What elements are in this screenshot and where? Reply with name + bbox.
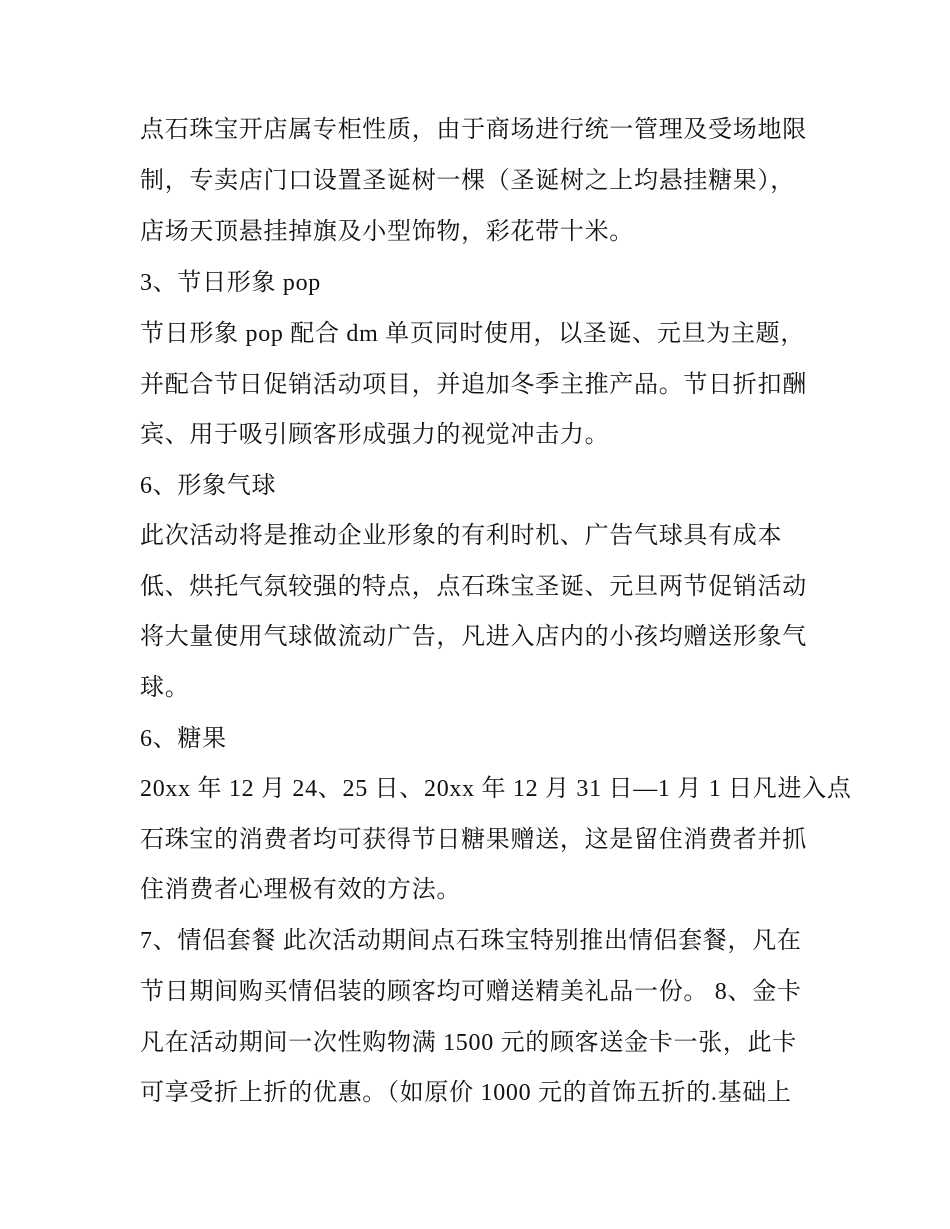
paragraph-line: 20xx 年 12 月 24、25 日、20xx 年 12 月 31 日—1 月 1 日凡进入点: [140, 776, 852, 802]
section-heading: 3、节日形象 pop: [140, 270, 321, 296]
paragraph-line: 点石珠宝开店属专柜性质，由于商场进行统一管理及受场地限: [140, 117, 807, 143]
paragraph-line: 宾、用于吸引顾客形成强力的视觉冲击力。: [140, 422, 610, 448]
paragraph-line: 可享受折上折的优惠。（如原价 1000 元的首饰五折的.基础上: [140, 1080, 792, 1106]
section-heading: 6、形象气球: [140, 473, 277, 499]
paragraph-line: 并配合节日促销活动项目，并追加冬季主推产品。节日折扣酬: [140, 372, 807, 398]
paragraph-line: 凡在活动期间一次性购物满 1500 元的顾客送金卡一张，此卡: [140, 1030, 797, 1056]
paragraph-line: 住消费者心理极有效的方法。: [140, 877, 462, 903]
paragraph-line: 将大量使用气球做流动广告，凡进入店内的小孩均赠送形象气: [140, 624, 807, 650]
paragraph-line: 店场天顶悬挂掉旗及小型饰物，彩花带十米。: [140, 219, 634, 245]
paragraph-line: 节日期间购买情侣装的顾客均可赠送精美礼品一份。 8、金卡: [140, 979, 802, 1005]
paragraph-line: 制，专卖店门口设置圣诞树一棵（圣诞树之上均悬挂糖果），: [140, 168, 795, 194]
section-heading: 6、糖果: [140, 726, 227, 752]
paragraph-line: 此次活动将是推动企业形象的有利时机、广告气球具有成本: [140, 523, 783, 549]
paragraph-line: 低、烘托气氛较强的特点，点石珠宝圣诞、元旦两节促销活动: [140, 574, 807, 600]
paragraph-line: 球。: [140, 675, 190, 701]
paragraph-line: 节日形象 pop 配合 dm 单页同时使用，以圣诞、元旦为主题，: [140, 321, 806, 347]
paragraph-line: 石珠宝的消费者均可获得节日糖果赠送，这是留住消费者并抓: [140, 827, 807, 853]
paragraph-line: 7、情侣套餐 此次活动期间点石珠宝特别推出情侣套餐，凡在: [140, 928, 802, 954]
